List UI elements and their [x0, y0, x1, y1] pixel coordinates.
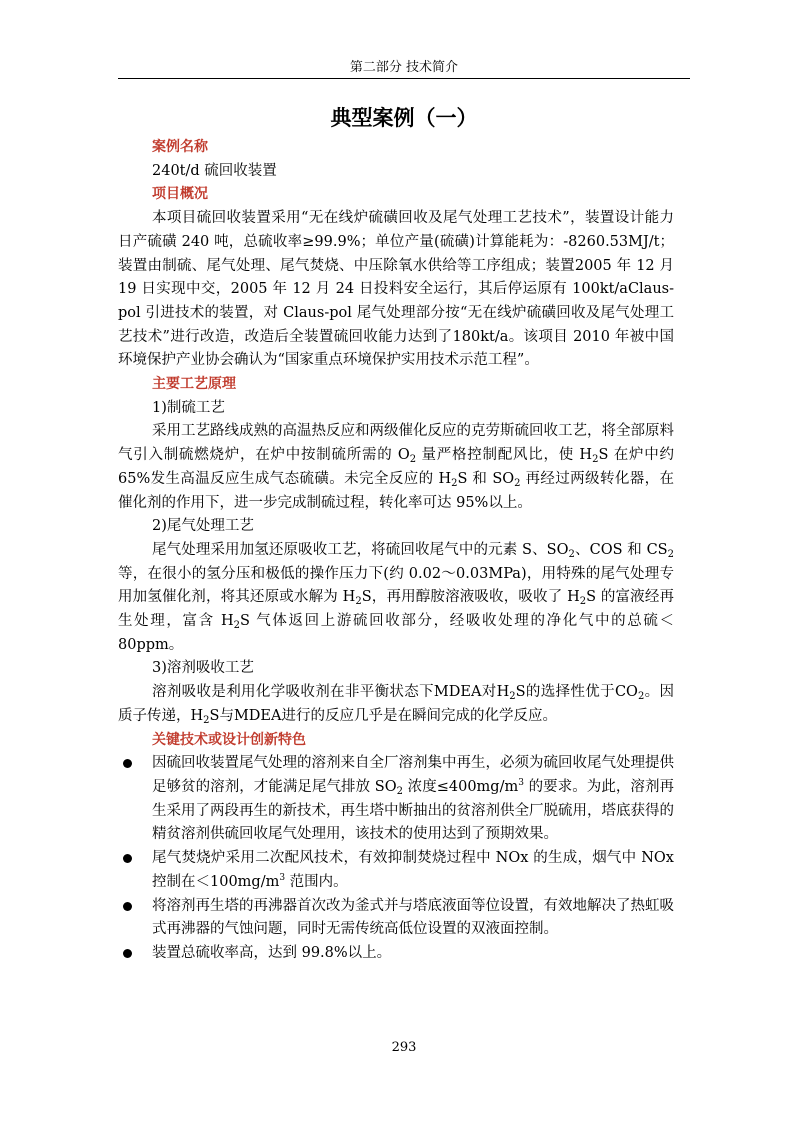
sulfur-process-paragraph: 采用工艺路线成熟的高温热反应和两级催化反应的克劳斯硫回收工艺，将全部原料气引入制硫燃烧炉，在炉中按制硫所需的 $O_2$ 量严格控制配风比，使 $H_2S$ 在炉中约 65%发生高温反应生成气态硫磺。未完全反应的 $H_2S$ 和 $SO_2$ 再经过两级转化器，在催化剂的作用下，进一步完成制硫过程，转化率可达 95%以上。: [118, 423, 674, 511]
bullet-dot-icon: [123, 854, 132, 863]
tailgas-process-paragraph: 尾气处理采用加氢还原吸收工艺，将硫回收尾气中的元素 S、$SO_2$、COS 和 $CS_2$ 等，在很小的氢分压和极低的操作压力下(约 0.02～0.03MPa)，用特殊的尾气处理专用加氢催化剂，将其还原或水解为 $H_2S$，再用醇胺溶液吸收，吸收了 $H_2S$ 的富液经再生处理，富含 $H_2S$ 气体返回上游硫回收部分，经吸收处理的净化气中的总硫＜80ppm。: [118, 541, 674, 653]
subsection-title-solvent: 3)溶剂吸收工艺: [152, 660, 254, 677]
page-title: 典型案例（一）: [330, 106, 478, 130]
case-name-heading: 案例名称: [152, 139, 208, 155]
overview-heading: 项目概况: [152, 186, 208, 203]
case-name: 240t/d 硫回收装置: [152, 162, 277, 179]
list-item: 尾气焚烧炉采用二次配风技术，有效抑制焚烧过程中 NOx 的生成，烟气中 NOx 控制在$<100mg/m^3$ 范围内。: [118, 847, 674, 894]
bullet-dot-icon: [123, 759, 132, 768]
overview-paragraph: 本项目硫回收装置采用“无在线炉硫磺回收及尾气处理工艺技术”，装置设计能力日产硫磺 240 吨，总硫收率≥99.9%；单位产量(硫磺)计算能耗为：-8260.53MJ/t；装置由制硫、尾气处理、尾气焚烧、中压除氧水供给等工序组成；装置2005 年 12 月 19 日实现中交，2005 年 12 月 24 日投料安全运行，其后停运原有 100kt/aClaus-pol 引进技术的装置，对 Claus-pol 尾气处理部分按“无在线炉硫磺回收及尾气处理工艺技术”进行改造，改造后全装置硫回收能力达到了180kt/a。该项目 2010 年被中国环境保护产业协会确认为“国家重点环境保护实用技术示范工程”。: [118, 210, 674, 369]
list-item: 将溶剂再生塔的再沸器首次改为釜式并与塔底液面等位设置，有效地解决了热虹吸式再沸器的气蚀问题，同时无需传统高低位设置的双液面控制。: [118, 895, 674, 942]
header-rule: [118, 78, 690, 79]
subsection-title-tailgas: 2)尾气处理工艺: [152, 518, 254, 535]
page-number: 293: [391, 1040, 417, 1055]
innovation-heading: 关键技术或设计创新特色: [152, 731, 306, 748]
list-item: 因硫回收装置尾气处理的溶剂来自全厂溶剂集中再生，必须为硫回收尾气处理提供足够贫的溶剂，才能满足尾气排放 $SO_2$ 浓度$\le 400mg/m^3$ 的要求。为此，溶剂再生采用了两段再生的新技术，再生塔中断抽出的贫溶剂供全厂脱硫用，塔底获得的精贫溶剂供硫回收尾气处理用，该技术的使用达到了预期效果。: [118, 752, 674, 847]
innovation-list: [118, 752, 674, 965]
principle-heading: 主要工艺原理: [152, 376, 236, 393]
subsection-title-sulfur: 1)制硫工艺: [152, 399, 225, 416]
document-body: [118, 136, 674, 966]
running-header: 第二部分 技术简介: [349, 60, 459, 75]
bullet-dot-icon: [123, 902, 132, 911]
solvent-process-paragraph: 溶剂吸收是利用化学吸收剂在非平衡状态下MDEA对$H_2S$的选择性优于$CO_2$。因质子传递，$H_2S$与MDEA进行的反应几乎是在瞬间完成的化学反应。: [118, 684, 675, 726]
list-item: 装置总硫收率高，达到 99.8%以上。: [118, 942, 674, 966]
bullet-dot-icon: [123, 949, 132, 958]
